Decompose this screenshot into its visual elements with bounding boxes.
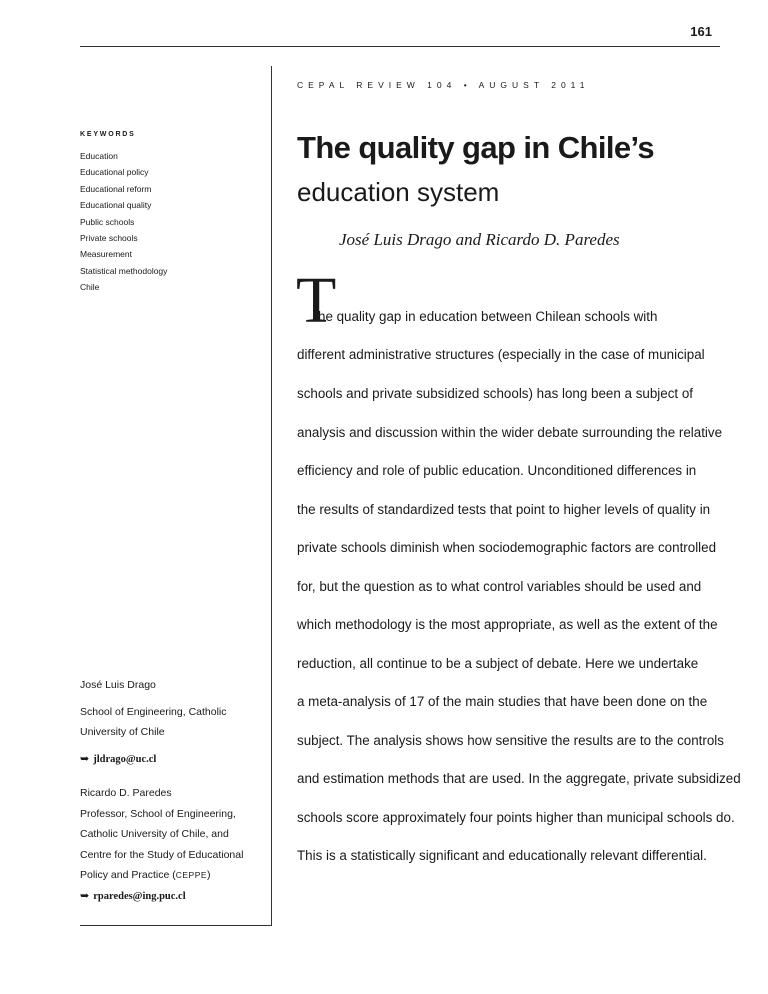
abstract-line: he quality gap in education between Chilean schools with	[318, 309, 658, 324]
arrow-right-icon: ➥	[80, 888, 90, 902]
keyword-item: Education	[80, 151, 118, 161]
author1-affiliation-line2: University of Chile	[80, 726, 165, 738]
abstract-line: private schools diminish when sociodemographic factors are controlled	[297, 540, 717, 555]
arrow-right-icon: ➥	[80, 751, 90, 765]
abstract-line: analysis and discussion within the wider debate surrounding the relative	[297, 425, 723, 440]
author1-email-row[interactable]	[80, 749, 266, 771]
column-divider	[271, 66, 272, 926]
abstract-line: subject. The analysis shows how sensitive the results are to the controls	[297, 733, 724, 748]
bottom-rule	[80, 925, 272, 926]
article-title: The quality gap in Chile’s	[297, 130, 655, 165]
abstract-line: schools score approximately four points higher than municipal schools do.	[297, 810, 735, 825]
author2-block	[80, 783, 266, 907]
author2-name: Ricardo D. Paredes	[80, 787, 172, 799]
abstract-line: for, but the question as to what control variables should be used and	[297, 579, 702, 594]
author2-affiliation-line2: Catholic University of Chile, and	[80, 828, 229, 840]
header-rule	[80, 46, 720, 47]
ceppe-abbreviation: CEPPE	[175, 870, 208, 880]
author2-affiliation-close: )	[207, 869, 211, 881]
keyword-item: Public schools	[80, 216, 135, 227]
abstract-line: and estimation methods that are used. In the aggregate, private subsidized	[297, 771, 741, 786]
abstract-line: different administrative structures (especially in the case of municipal	[297, 347, 705, 362]
abstract-line: schools and private subsidized schools) has long been a subject of	[297, 386, 694, 401]
keyword-item: Private schools	[80, 232, 138, 243]
abstract-line: This is a statistically significant and educationally relevant differential.	[297, 848, 707, 863]
author2-affiliation-line4	[80, 865, 266, 886]
author1-affiliation-line1: School of Engineering, Catholic	[80, 705, 227, 718]
abstract-line: reduction, all continue to be a subject of debate. Here we undertake	[297, 656, 699, 671]
author2-email-row[interactable]	[80, 886, 266, 908]
keyword-item: Educational quality	[80, 200, 152, 211]
drop-cap: T	[296, 264, 337, 337]
abstract-line: efficiency and role of public education. Unconditioned differences in	[297, 463, 697, 478]
author2-affiliation-text: Policy and Practice (	[80, 869, 176, 881]
keywords-list	[80, 148, 167, 296]
author1-block	[80, 675, 266, 770]
article-subtitle: education system	[297, 177, 500, 207]
keyword-item: Educational reform	[80, 183, 152, 194]
keyword-item: Chile	[80, 282, 100, 293]
author1-email[interactable]: jldrago@uc.cl	[93, 753, 157, 765]
abstract-line: the results of standardized tests that point to higher levels of quality in	[297, 502, 711, 517]
journal-line: CEPAL REVIEW 104 • AUGUST 2011	[297, 80, 590, 90]
keyword-item: Statistical methodology	[80, 265, 168, 276]
keyword-item: Measurement	[80, 249, 132, 260]
abstract-line: a meta-analysis of 17 of the main studies that have been done on the	[297, 694, 708, 709]
author1-name: José Luis Drago	[80, 679, 156, 691]
author2-email[interactable]: rparedes@ing.puc.cl	[93, 890, 186, 902]
authors-byline: José Luis Drago and Ricardo D. Paredes	[339, 230, 620, 249]
author2-affiliation-line1: Professor, School of Engineering,	[80, 807, 236, 820]
keyword-item: Educational policy	[80, 167, 149, 178]
keywords-heading: KEYWORDS	[80, 131, 136, 138]
author2-affiliation-line3: Centre for the Study of Educational	[80, 848, 244, 861]
page-number: 161	[690, 24, 712, 39]
abstract-line: which methodology is the most appropriate, as well as the extent of the	[297, 617, 718, 632]
